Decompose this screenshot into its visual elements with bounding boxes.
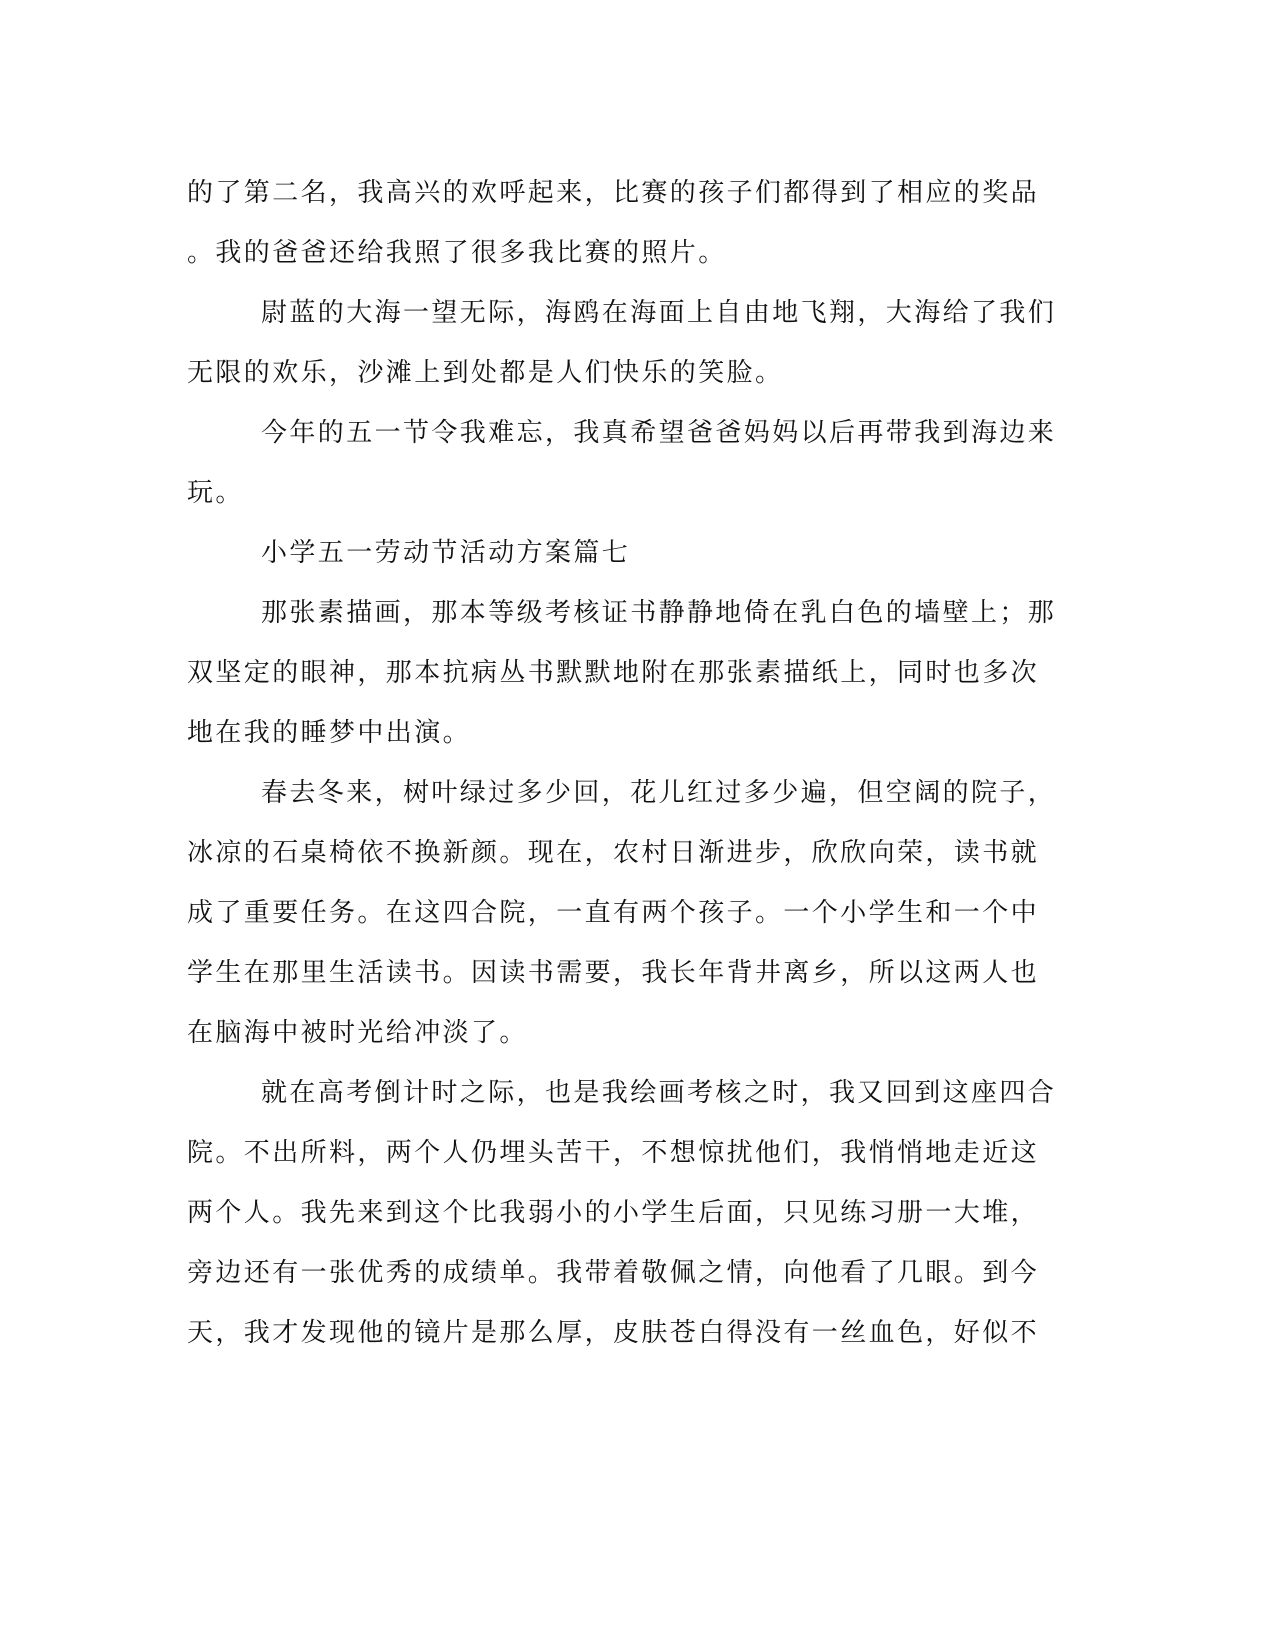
text-line: 那张素描画，那本等级考核证书静静地倚在乳白色的墙壁上；那 bbox=[261, 598, 1057, 628]
section-heading: 小学五一劳动节活动方案篇七 bbox=[261, 538, 631, 568]
text-line: 玩。 bbox=[187, 478, 244, 508]
text-line: 院。不出所料，两个人仍埋头苦干，不想惊扰他们，我悄悄地走近这 bbox=[187, 1138, 1040, 1168]
text-line: 。我的爸爸还给我照了很多我比赛的照片。 bbox=[187, 238, 727, 268]
text-line: 春去冬来，树叶绿过多少回，花儿红过多少遍，但空阔的院子， bbox=[261, 778, 1057, 808]
text-line: 今年的五一节令我难忘，我真希望爸爸妈妈以后再带我到海边来 bbox=[261, 418, 1057, 448]
body-text bbox=[187, 163, 1087, 1363]
text-line: 成了重要任务。在这四合院，一直有两个孩子。一个小学生和一个中 bbox=[187, 898, 1040, 928]
text-line: 两个人。我先来到这个比我弱小的小学生后面，只见练习册一大堆， bbox=[187, 1198, 1040, 1228]
text-line: 就在高考倒计时之际，也是我绘画考核之时，我又回到这座四合 bbox=[261, 1078, 1057, 1108]
text-line: 天，我才发现他的镜片是那么厚，皮肤苍白得没有一丝血色，好似不 bbox=[187, 1318, 1040, 1348]
text-line: 地在我的睡梦中出演。 bbox=[187, 718, 472, 748]
text-line: 冰凉的石桌椅依不换新颜。现在，农村日渐进步，欣欣向荣，读书就 bbox=[187, 838, 1040, 868]
text-line: 尉蓝的大海一望无际，海鸥在海面上自由地飞翔，大海给了我们 bbox=[261, 298, 1057, 328]
text-line: 在脑海中被时光给冲淡了。 bbox=[187, 1018, 528, 1048]
text-line: 无限的欢乐，沙滩上到处都是人们快乐的笑脸。 bbox=[187, 358, 784, 388]
text-line: 学生在那里生活读书。因读书需要，我长年背井离乡，所以这两人也 bbox=[187, 958, 1040, 988]
text-line: 双坚定的眼神，那本抗病丛书默默地附在那张素描纸上，同时也多次 bbox=[187, 658, 1040, 688]
text-line: 的了第二名，我高兴的欢呼起来，比赛的孩子们都得到了相应的奖品 bbox=[187, 178, 1040, 208]
text-line: 旁边还有一张优秀的成绩单。我带着敬佩之情，向他看了几眼。到今 bbox=[187, 1258, 1040, 1288]
